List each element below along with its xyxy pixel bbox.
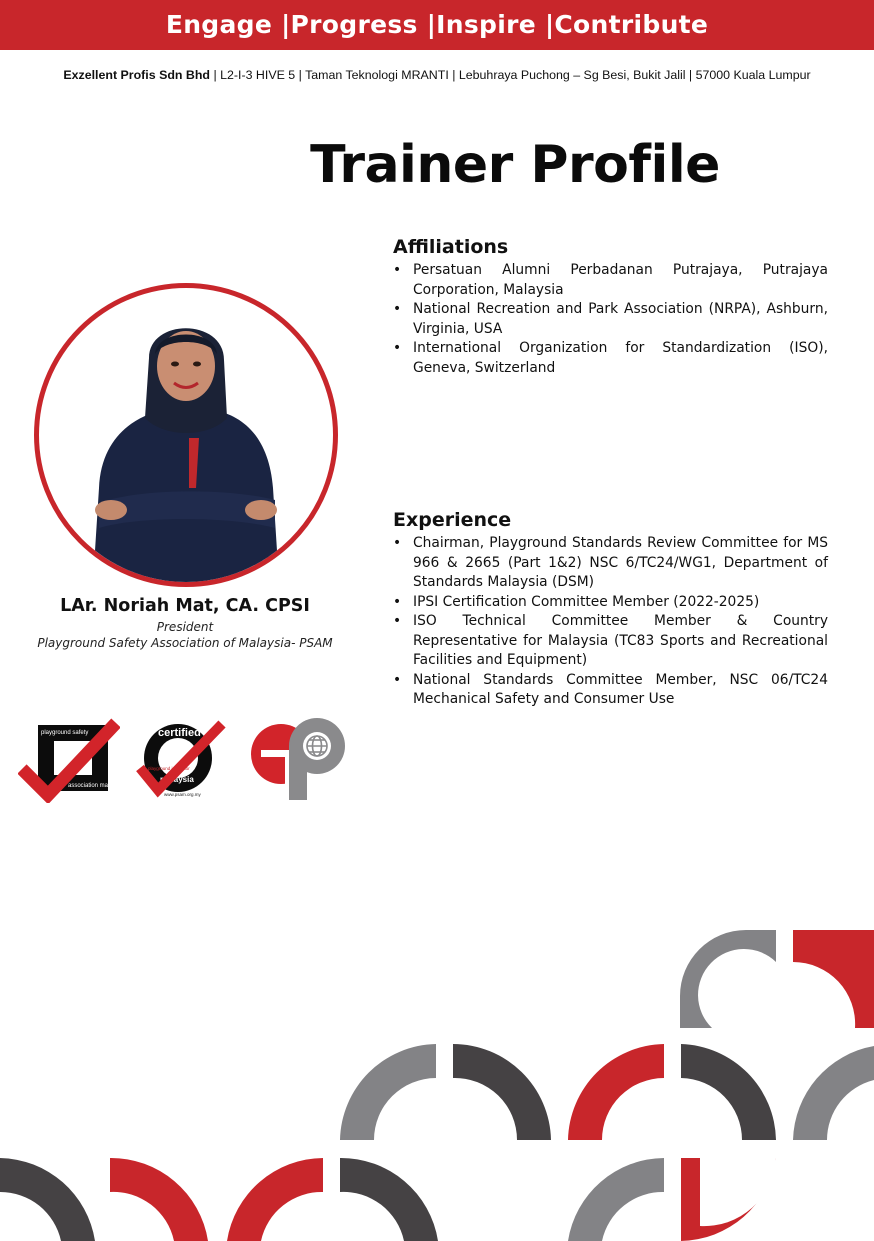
certified-ring-text: playground inspector (148, 766, 190, 771)
address-details: | L2-I-3 HIVE 5 | Taman Teknologi MRANTI | Lebuhraya Puchong – Sg Besi, Bukit Jalil | 57000 Kuala Lumpur (210, 68, 811, 82)
psam-top-text: playground safety (41, 730, 89, 736)
trainer-organization: Playground Safety Association of Malaysia- PSAM (37, 636, 333, 650)
list-item: • National Recreation and Park Association (NRPA), Ashburn, Virginia, USA (393, 300, 828, 339)
decorative-pattern (0, 920, 874, 1241)
list-item: • International Organization for Standardization (ISO), Geneva, Switzerland (393, 339, 828, 378)
certified-url: www.psam.org.my (164, 792, 201, 797)
trainer-photo (34, 283, 338, 587)
trainer-portrait (39, 288, 333, 582)
psam-logo (18, 715, 120, 807)
experience-heading: Experience (393, 509, 512, 531)
certified-country: malaysia (160, 775, 194, 784)
list-item: • Chairman, Playground Standards Review Committee for MS 966 & 2665 (Part 1&2) NSC 6/TC24/WG1, Department of Standards Malaysia (DSM) (393, 534, 828, 593)
trainer-role: President (156, 620, 214, 634)
list-item: • National Standards Committee Member, NSC 06/TC24 Mechanical Safety and Consumer Use (393, 671, 828, 710)
psam-bottom-text: association malaysia (68, 783, 120, 789)
list-item: • ISO Technical Committee Member & Country Representative for Malaysia (TC83 Sports and Recreational Facilities and Equipment) (393, 612, 828, 671)
ep-logo (245, 716, 351, 804)
list-item: • Persatuan Alumni Perbadanan Putrajaya, Putrajaya Corporation, Malaysia (393, 261, 828, 300)
trainer-name: LAr. Noriah Mat, CA. CPSI (60, 596, 310, 616)
experience-list (393, 534, 828, 710)
top-banner (0, 0, 874, 50)
list-item: • IPSI Certification Committee Member (2022-2025) (393, 593, 828, 613)
banner-slogan: Engage |Progress |Inspire |Contribute (165, 10, 709, 39)
company-address (0, 68, 874, 82)
page-title: Trainer Profile (310, 135, 720, 195)
certified-word: certified (158, 727, 201, 739)
experience-section (393, 509, 828, 710)
affiliations-section (393, 236, 828, 378)
company-name: Exzellent Profis Sdn Bhd (63, 68, 211, 82)
affiliations-list (393, 261, 828, 378)
affiliations-heading: Affiliations (393, 236, 509, 258)
certified-inspector-logo (130, 718, 226, 802)
